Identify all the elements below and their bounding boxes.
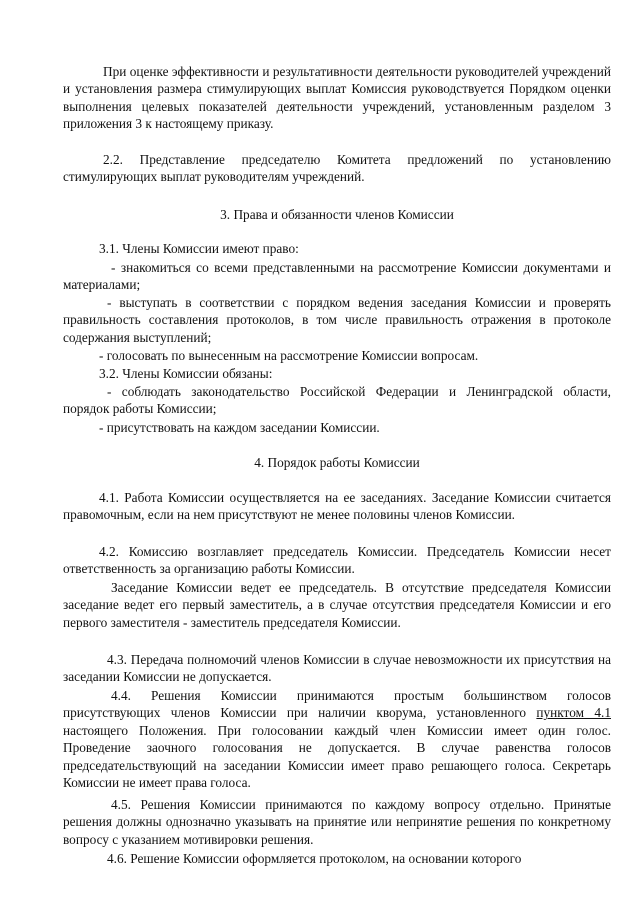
paragraph-evaluation-procedure: При оценке эффективности и результативности деятельности руководителей учреждений и установления размера стимулирующих выплат Комиссия руководствуется Порядком оценки выполнения целевых показателей деятельности учреждений, установленным разделом 3 приложения 3 к настоящему приказу. bbox=[63, 64, 611, 132]
paragraph-4-3: 4.3. Передача полномочий членов Комиссии в случае невозможности их присутствия на заседании Комиссии не допускается. bbox=[63, 652, 611, 685]
heading-section-3: 3. Права и обязанности членов Комиссии bbox=[220, 207, 454, 222]
paragraph-4-4-text-before: 4.4. Решения Комиссии принимаются простым большинством голосов присутствующих членов Комиссии при наличии кворума, установленного bbox=[63, 688, 611, 721]
list-item-right-familiarize: - знакомиться со всеми представленными на рассмотрение Комиссии документами и материалами; bbox=[63, 260, 611, 293]
paragraph-4-5: 4.5. Решения Комиссии принимаются по каждому вопросу отдельно. Принятые решения должны однозначно указывать на принятие или непринятие решения по конкретному вопросу с указанием мотивировки решения. bbox=[63, 797, 611, 847]
paragraph-meeting-chair: Заседание Комиссии ведет ее председатель. В отсутствие председателя Комиссии заседание ведет его первый заместитель, а в случае отсутствия председателя Комиссии и его первого заместителя - заместитель председателя Комиссии. bbox=[63, 580, 611, 630]
clause-4-1-link[interactable]: пунктом 4.1 bbox=[536, 705, 611, 721]
paragraph-4-1: 4.1. Работа Комиссии осуществляется на ее заседаниях. Заседание Комиссии считается правомочным, если на нем присутствуют не менее половины членов Комиссии. bbox=[63, 490, 611, 523]
list-item-duty-attend: - присутствовать на каждом заседании Комиссии. bbox=[99, 420, 380, 435]
paragraph-2-2: 2.2. Представление председателю Комитета предложений по установлению стимулирующих выплат руководителям учреждений. bbox=[63, 152, 611, 185]
paragraph-3-1: 3.1. Члены Комиссии имеют право: bbox=[99, 241, 299, 256]
paragraph-4-4 bbox=[63, 687, 611, 791]
heading-section-4: 4. Порядок работы Комиссии bbox=[254, 455, 420, 470]
list-item-duty-comply: - соблюдать законодательство Российской Федерации и Ленинградской области, порядок работы Комиссии; bbox=[63, 384, 611, 417]
paragraph-4-6: 4.6. Решение Комиссии оформляется протоколом, на основании которого bbox=[107, 851, 522, 866]
paragraph-4-2: 4.2. Комиссию возглавляет председатель Комиссии. Председатель Комиссии несет ответственность за организацию работы Комиссии. bbox=[63, 544, 611, 577]
list-item-right-speak: - выступать в соответствии с порядком ведения заседания Комиссии и проверять правильность составления протоколов, в том числе правильность отражения в протоколе содержания выступлений; bbox=[63, 295, 611, 345]
paragraph-3-2: 3.2. Члены Комиссии обязаны: bbox=[99, 366, 273, 381]
paragraph-4-4-text-after: настоящего Положения. При голосовании каждый член Комиссии имеет один голос. Проведение заочного голосования не допускается. В случае равенства голосов председательствующий на заседании Комиссии имеет право решающего голоса. Секретарь Комиссии не имеет права голоса. bbox=[63, 722, 611, 791]
list-item-right-vote: - голосовать по вынесенным на рассмотрение Комиссии вопросам. bbox=[99, 348, 479, 363]
